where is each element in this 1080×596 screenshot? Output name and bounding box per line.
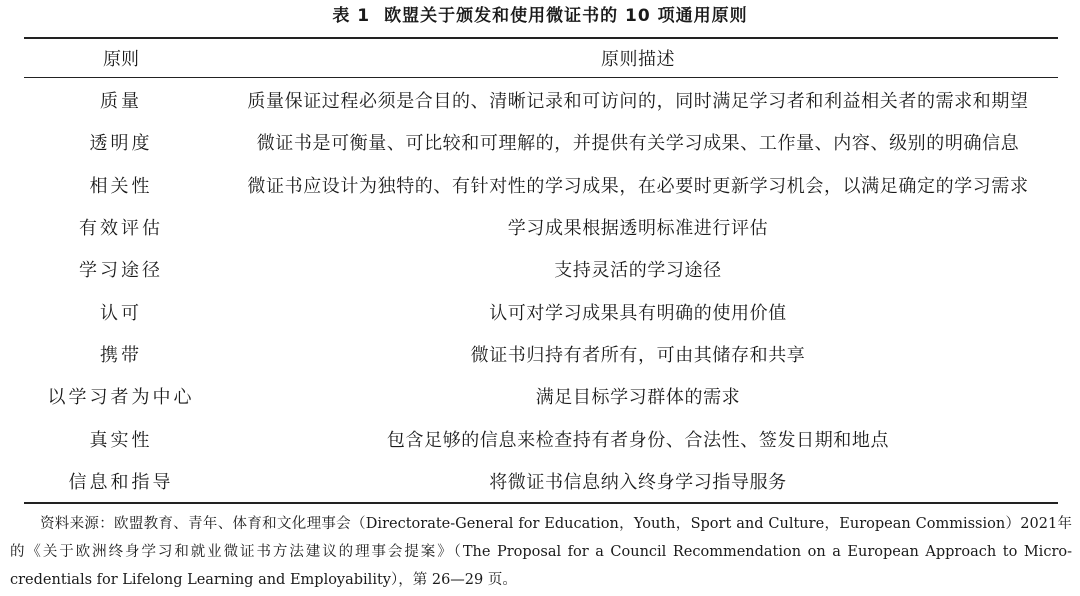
description-cell: 满足目标学习群体的需求 [535,387,741,409]
table-body [24,79,1058,502]
description-cell: 微证书归持有者所有，可由其储存和共享 [470,344,806,366]
principle-cell: 认可 [100,302,142,324]
description-cell: 学习成果根据透明标准进行评估 [507,218,769,240]
principle-cell: 学习途径 [79,260,163,282]
source-note-text: 资料来源：欧盟教育、青年、体育和文化理事会（Directorate-General for Education，Youth，Sport and Culture，European Commission）2021年的《关于欧洲终身学习和就业微证书方法建议的理事会提案》（The Proposal for a Council Recommendation on a European Approach to Micro-credentials for Lifelong Learning and Employability），第 26—29 页。 [10,516,1072,588]
description-cell: 将微证书信息纳入终身学习指导服务 [489,471,787,493]
table-caption [0,4,1080,28]
column-header-principle: 原则 [103,49,139,70]
table-row [24,460,1058,502]
table-row [24,375,1058,417]
description-cell: 包含足够的信息来检查持有者身份、合法性、签发日期和地点 [386,429,890,451]
description-cell: 质量保证过程必须是合目的、清晰记录和可访问的，同时满足学习者和利益相关者的需求和期望 [247,91,1029,113]
table-row [24,79,1058,121]
source-note [10,510,1072,594]
description-cell: 认可对学习成果具有明确的使用价值 [489,302,787,324]
column-header-description: 原则描述 [601,49,675,70]
principle-cell: 透明度 [89,133,153,155]
description-cell: 微证书是可衡量、可比较和可理解的，并提供有关学习成果、工作量、内容、级别的明确信息 [256,133,1020,155]
table-caption-label: 表 1 [332,6,371,26]
table-caption-title: 欧盟关于颁发和使用微证书的 10 项通用原则 [384,6,748,26]
principle-cell: 相关性 [89,175,153,197]
table-row [24,164,1058,206]
description-cell: 微证书应设计为独特的、有针对性的学习成果，在必要时更新学习机会，以满足确定的学习需求 [247,175,1029,197]
principle-cell: 有效评估 [79,218,163,240]
principle-cell: 以学习者为中心 [47,387,195,409]
table-header-row [24,39,1058,77]
principle-cell: 真实性 [89,429,153,451]
principle-cell: 信息和指导 [68,471,174,493]
description-cell: 支持灵活的学习途径 [554,260,722,282]
principle-cell: 质量 [100,91,142,113]
table-row [24,248,1058,290]
table-row [24,121,1058,163]
table-bottom-rule [24,502,1058,504]
table-header-rule [24,77,1058,78]
table-row [24,417,1058,459]
table-row [24,333,1058,375]
table-row [24,290,1058,332]
table-row [24,206,1058,248]
principle-cell: 携带 [100,344,142,366]
